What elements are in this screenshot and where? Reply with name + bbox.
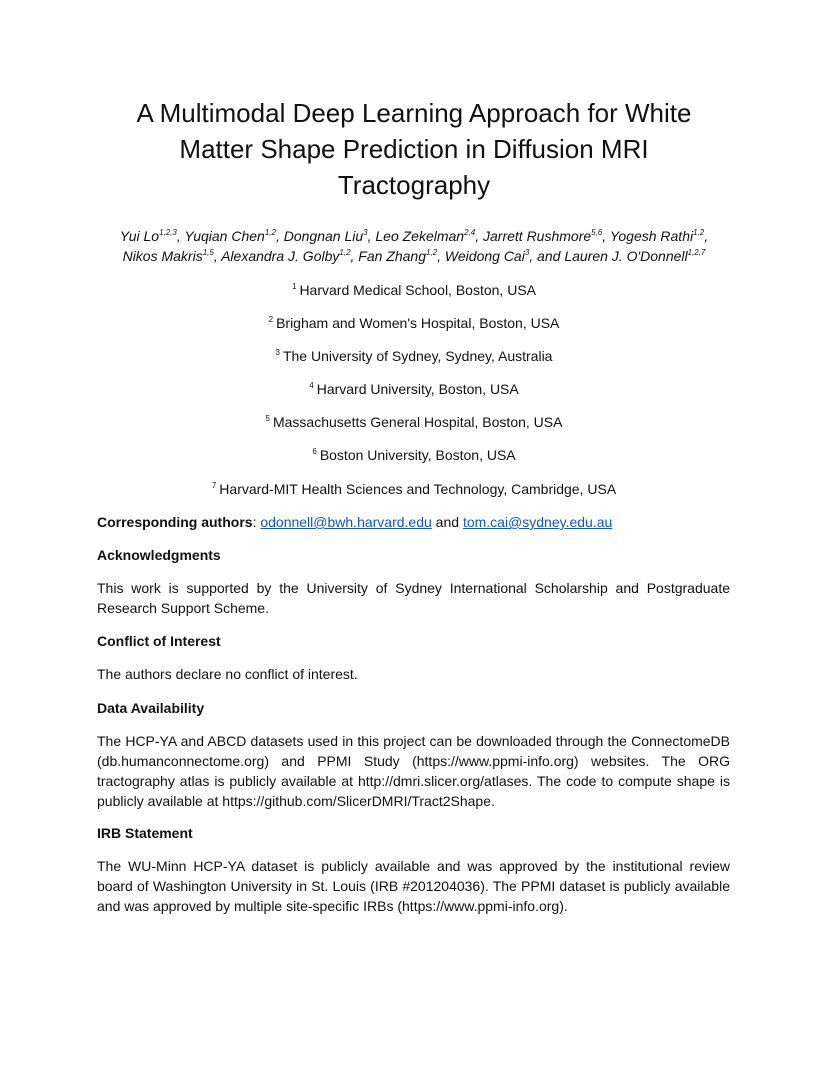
- section-heading-irb: IRB Statement: [97, 825, 193, 841]
- section-heading-conflict: Conflict of Interest: [97, 633, 221, 649]
- author-separator: ,: [704, 228, 709, 244]
- author-line: [90, 246, 738, 266]
- section-heading-data-availability: Data Availability: [97, 700, 205, 716]
- author-affiliation-sup: 2,4: [464, 228, 476, 237]
- title-line: A Multimodal Deep Learning Approach for White: [136, 98, 692, 128]
- conflict-text: The authors declare no conflict of interest.: [97, 666, 358, 682]
- irb-text: The WU-Minn HCP-YA dataset is publicly available and was approved by the institutional review board of Washington University in St. Louis (IRB #201204036). The PPMI dataset is publicly available and was approved by multiple site-specific IRBs (https://www.ppmi-info.org).: [97, 858, 730, 914]
- affiliation-4: [0, 380, 828, 398]
- affiliation-number: 6: [312, 447, 317, 456]
- affiliation-1: [0, 281, 828, 299]
- affiliation-text: Massachusetts General Hospital, Boston, USA: [272, 414, 563, 430]
- author-affiliation-sup: 1,2: [339, 248, 351, 257]
- author-name: Alexandra J. Golby: [221, 248, 340, 264]
- section-heading-acknowledgments: Acknowledgments: [97, 547, 221, 563]
- author-affiliation-sup: 3: [363, 228, 368, 237]
- author-separator: ,: [176, 228, 185, 244]
- author-separator: ,: [213, 248, 222, 264]
- author-affiliation-sup: 1,2: [426, 248, 438, 257]
- affiliation-number: 4: [309, 381, 314, 390]
- author-affiliation-sup: 1,2: [264, 228, 276, 237]
- author-affiliation-sup: 3: [524, 248, 530, 257]
- email-link-odonnell[interactable]: odonnell@bwh.harvard.edu: [260, 514, 432, 530]
- author-affiliation-sup: 1,5: [202, 248, 214, 257]
- affiliation-number: 2: [268, 315, 274, 324]
- author-separator: ,: [437, 248, 445, 264]
- affiliation-text: Brigham and Women's Hospital, Boston, USA: [276, 315, 560, 331]
- acknowledgments-text: This work is supported by the University of Sydney International Scholarship and Postgraduate Research Support Scheme.: [97, 580, 730, 616]
- author-affiliation-sup: 1,2,3: [159, 228, 177, 237]
- author-name: Weidong Cai: [444, 248, 525, 264]
- affiliation-number: 7: [211, 481, 217, 490]
- author-name: Yogesh Rathi: [609, 228, 694, 244]
- author-name: Nikos Makris: [122, 248, 203, 264]
- affiliation-number: 3: [275, 348, 280, 357]
- author-name: Dongnan Liu: [283, 228, 364, 244]
- author-list: [90, 226, 738, 266]
- author-separator: ,: [475, 228, 483, 244]
- author-separator: ,: [602, 228, 610, 244]
- author-line: [90, 226, 738, 246]
- affiliation-3: [0, 347, 828, 365]
- author-name: Yuqian Chen: [184, 228, 265, 244]
- author-separator: ,: [275, 228, 284, 244]
- corresponding-authors: [97, 512, 730, 532]
- title-line: Tractography: [337, 170, 491, 200]
- author-separator: ,: [367, 228, 376, 244]
- corresponding-colon: :: [252, 514, 261, 530]
- affiliation-7: [0, 480, 828, 498]
- author-affiliation-sup: 1,2: [693, 228, 705, 237]
- author-affiliation-sup: 5,6: [591, 228, 603, 237]
- affiliation-text: Harvard University, Boston, USA: [316, 381, 519, 397]
- affiliation-number: 1: [291, 282, 297, 291]
- author-separator: , and: [529, 248, 565, 264]
- author-separator: ,: [350, 248, 359, 264]
- affiliation-text: The University of Sydney, Sydney, Australia: [282, 348, 553, 364]
- corresponding-label: Corresponding authors: [97, 514, 253, 530]
- author-name: Leo Zekelman: [375, 228, 465, 244]
- affiliation-5: [0, 413, 828, 431]
- author-affiliation-sup: 1,2,7: [687, 248, 706, 257]
- affiliation-2: [0, 314, 828, 332]
- author-name: Fan Zhang: [358, 248, 427, 264]
- affiliation-6: [0, 446, 828, 464]
- paper-title: [100, 95, 728, 203]
- author-name: Yui Lo: [119, 228, 160, 244]
- affiliation-text: Boston University, Boston, USA: [319, 447, 516, 463]
- author-name: Lauren J. O'Donnell: [564, 248, 688, 264]
- affiliation-number: 5: [265, 414, 270, 423]
- data-availability-text: The HCP-YA and ABCD datasets used in this project can be downloaded through the ConnectomeDB (db.humanconnectome.org) and PPMI Study (https://www.ppmi-info.org) websites. The ORG tractography atlas is publicly available at http://dmri.slicer.org/atlases. The code to compute shape is publicly available at https://github.com/SlicerDMRI/Tract2Shape.: [97, 733, 730, 809]
- title-line: Matter Shape Prediction in Diffusion MRI: [179, 134, 649, 164]
- corresponding-and: and: [431, 514, 463, 530]
- affiliation-text: Harvard Medical School, Boston, USA: [299, 282, 536, 298]
- affiliation-text: Harvard-MIT Health Sciences and Technology, Cambridge, USA: [219, 481, 617, 497]
- email-link-cai[interactable]: tom.cai@sydney.edu.au: [462, 514, 613, 530]
- author-name: Jarrett Rushmore: [483, 228, 592, 244]
